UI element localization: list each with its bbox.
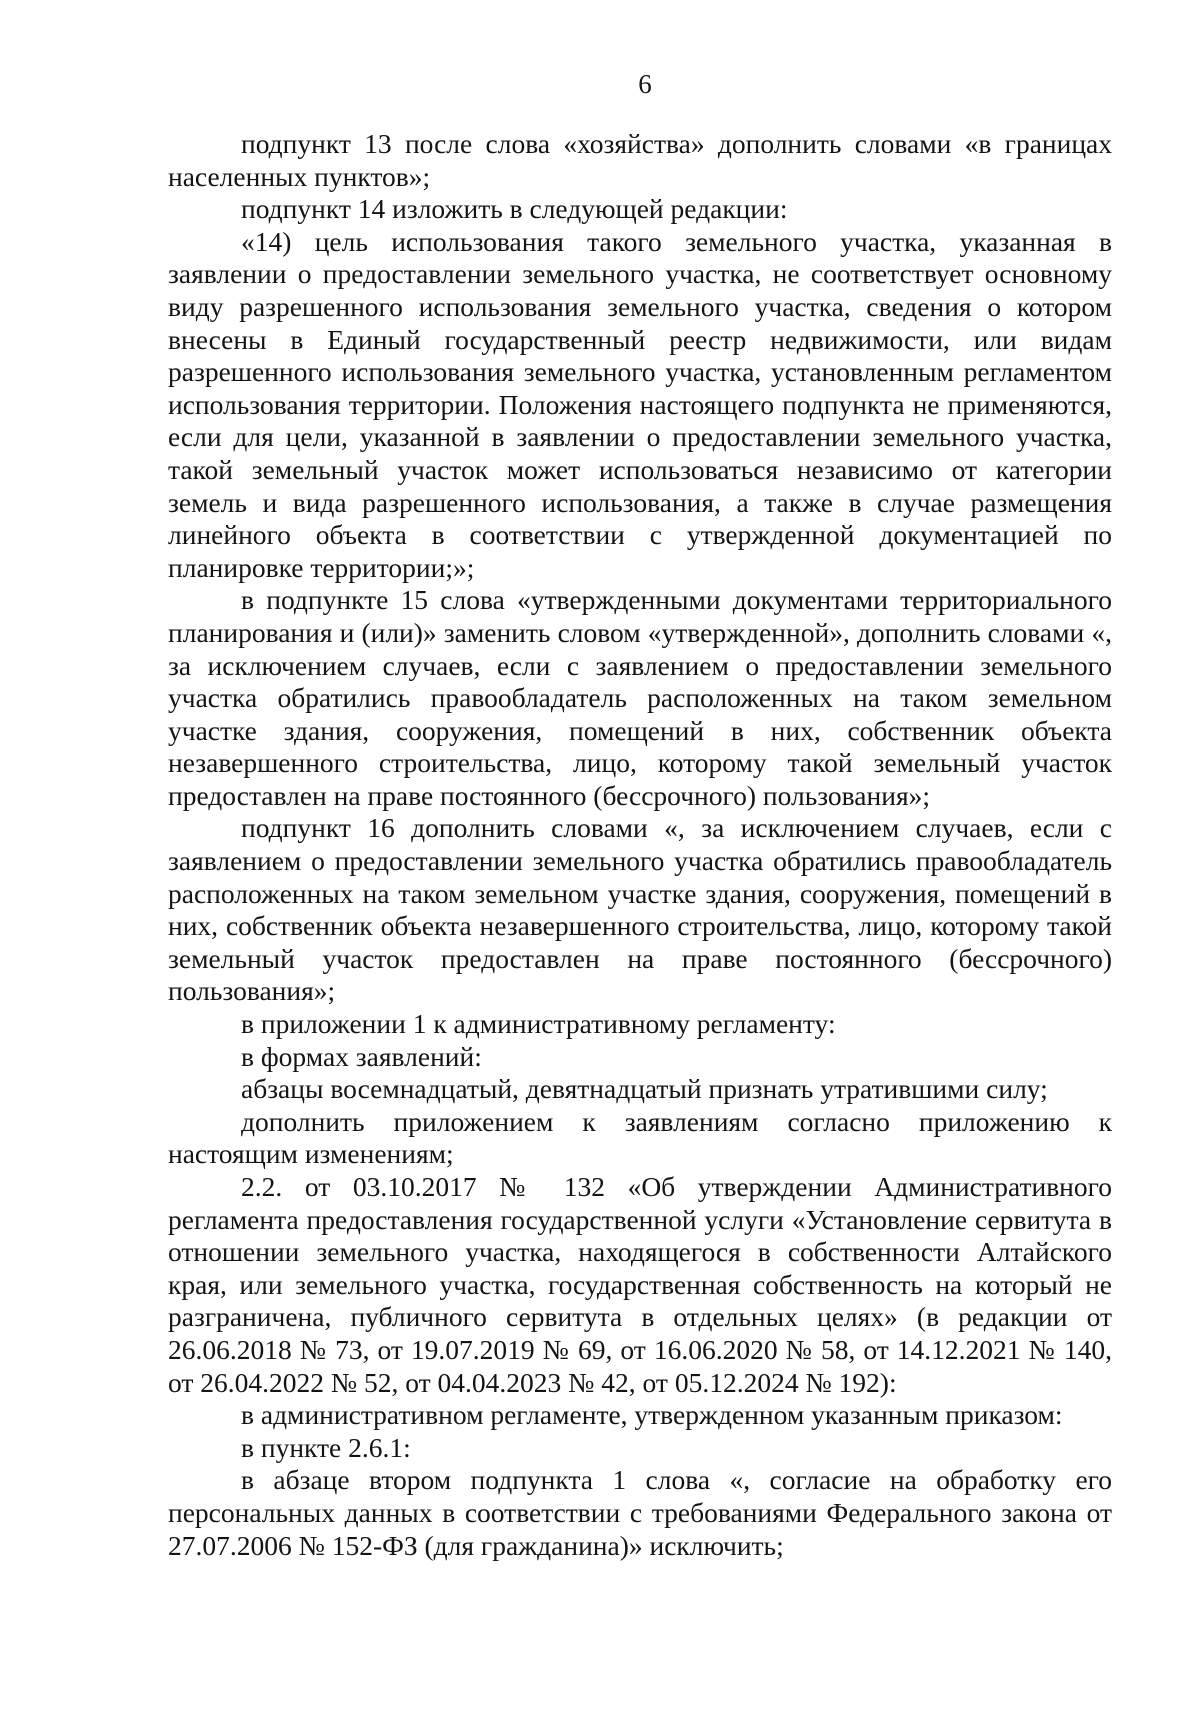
page-number: 6 <box>638 69 652 99</box>
paragraph-subitem-14-intro: подпункт 14 изложить в следующей редакции: <box>241 193 788 225</box>
document-body <box>168 128 1112 1562</box>
paragraph-item-2-6-1: в пункте 2.6.1: <box>241 1431 411 1463</box>
paragraph-subitem-16: подпункт 16 дополнить словами «, за исключением случаев, если с заявлением о предоставлении земельного участка обратились правообладатель расположенных на таком земельном участке здания, сооружения, помещений в них, собственник объекта незавершенного строительства, лицо, которому такой земельный участок предоставлен на праве постоянного (бессрочного) пользования»; <box>168 812 1112 1007</box>
paragraph-invalidated-clauses: абзацы восемнадцатый, девятнадцатый признать утратившими силу; <box>241 1073 1048 1105</box>
paragraph-section-2-2: 2.2. от 03.10.2017 № 132 «Об утверждении Административного регламента предоставления государственной услуги «Установление сервитута в отношении земельного участка, находящегося в собственности Алтайского края, или земельного участка, государственная собственность на который не разграничена, публичного сервитута в отдельных целях» (в редакции от 26.06.2018 № 73, от 19.07.2019 № 69, от 16.06.2020 № 58, от 14.12.2021 № 140, от 26.04.2022 № 52, от 04.04.2023 № 42, от 05.12.2024 № 192): <box>168 1171 1112 1398</box>
paragraph-appendix-1: в приложении 1 к административному регламенту: <box>241 1008 836 1040</box>
paragraph-add-appendix: дополнить приложением к заявлениям согласно приложению к настоящим изменениям; <box>168 1105 1112 1170</box>
paragraph-subitem-13: подпункт 13 после слова «хозяйства» дополнить словами «в границах населенных пунктов»; <box>168 128 1112 192</box>
paragraph-subitem-1-exclusion: в абзаце втором подпункта 1 слова «, согласие на обработку его персональных данных в соответствии с требованиями Федерального закона от 27.07.2006 № 152-ФЗ (для гражданина)» исключить; <box>168 1464 1112 1561</box>
paragraph-subitem-14-text: «14) цель использования такого земельного участка, указанная в заявлении о предоставлении земельного участка, не соответствует основному виду разрешенного использования земельного участка, сведения о котором внесены в Единый государственный реестр недвижимости, или видам разрешенного использования земельного участка, установленным регламентом использования территории. Положения настоящего подпункта не применяются, если для цели, указанной в заявлении о предоставлении земельного участка, такой земельный участок может использоваться независимо от категории земель и вида разрешенного использования, а также в случае размещения линейного объекта в соответствии с утвержденной документацией по планировке территории;»; <box>168 225 1112 583</box>
paragraph-subitem-15: в подпункте 15 слова «утвержденными документами территориального планирования и (или)» заменить словом «утвержденной», дополнить словами «, за исключением случаев, если с заявлением о предоставлении земельного участка обратились правообладатель расположенных на таком земельном участке здания, сооружения, помещений в них, собственник объекта незавершенного строительства, лицо, которому такой земельный участок предоставлен на праве постоянного (бессрочного) пользования»; <box>168 584 1112 811</box>
paragraph-application-forms: в формах заявлений: <box>241 1040 482 1072</box>
paragraph-regulation: в административном регламенте, утвержденном указанным приказом: <box>241 1399 1063 1431</box>
